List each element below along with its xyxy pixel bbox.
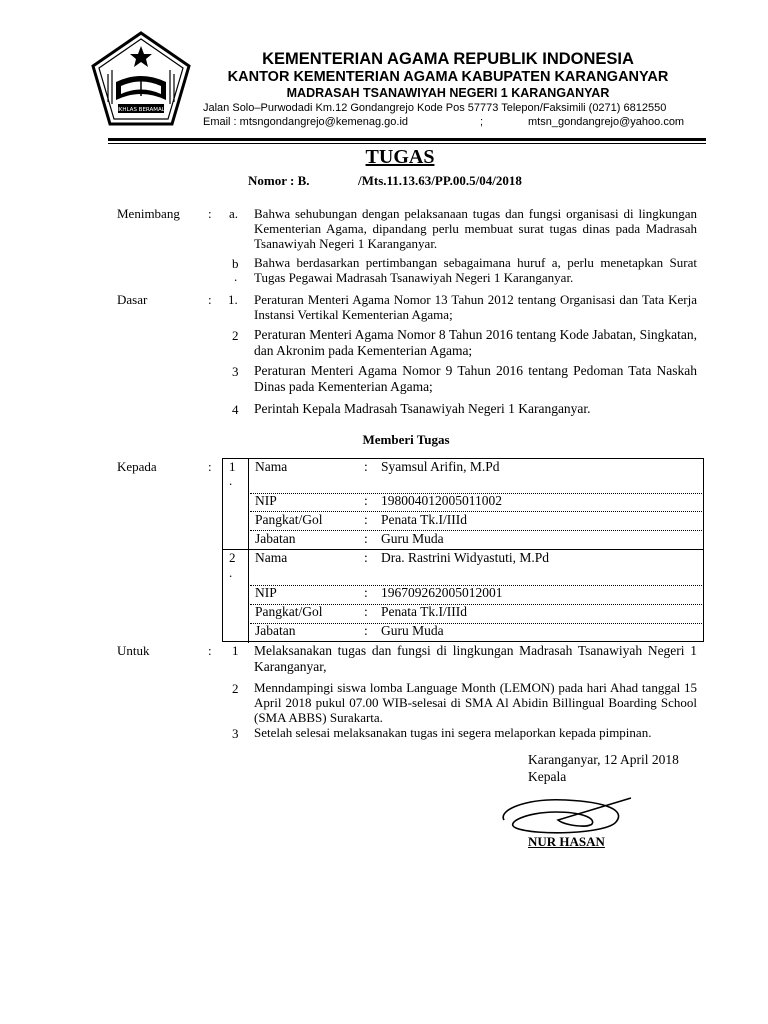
jabatan-label: Jabatan: [255, 531, 296, 546]
kepada-colon: :: [208, 459, 212, 474]
pangkat-label: Pangkat/Gol: [255, 604, 323, 619]
menimbang-label: Menimbang: [117, 206, 180, 221]
dasar-item-2: Peraturan Menteri Agama Nomor 8 Tahun 2016 tentang Kode Jabatan, Singkatan, dan Akronim pada Kementerian Agama;: [254, 327, 697, 358]
dasar-marker-2: 2: [232, 328, 239, 343]
field-colon: :: [364, 493, 368, 508]
untuk-marker-1: 1: [232, 643, 239, 658]
field-colon: :: [364, 459, 368, 474]
untuk-item-3: Setelah selesai melaksanakan tugas ini segera melaporkan kepada pimpinan.: [254, 725, 652, 740]
letterhead-rule-thick: [108, 138, 706, 141]
menimbang-item-a: Bahwa sehubungan dengan pelaksanaan tugas dan fungsi organisasi di lingkungan Kementerian Agama, dipandang perlu membuat surat tugas dinas pada Madrasah Tsanawiyah Negeri 1 Karanganyar.: [254, 206, 697, 251]
person-1-pangkat: Penata Tk.I/IIId: [381, 512, 467, 527]
letterhead-rule-thin: [108, 143, 706, 144]
field-colon: :: [364, 512, 368, 527]
person-1-name: Syamsul Arifin, M.Pd: [381, 459, 500, 474]
pangkat-label: Pangkat/Gol: [255, 512, 323, 527]
person-2-number: 2: [229, 550, 236, 565]
menimbang-marker-b-dot: .: [234, 269, 238, 284]
field-colon: :: [364, 550, 368, 565]
untuk-marker-2: 2: [232, 681, 239, 696]
signature-place-date: Karanganyar, 12 April 2018: [528, 752, 679, 767]
document-title: TUGAS: [365, 146, 435, 168]
assignee-table: [222, 458, 704, 642]
field-colon: :: [364, 585, 368, 600]
letterhead-text: [200, 50, 696, 129]
field-colon: :: [364, 531, 368, 546]
nama-label: Nama: [255, 459, 288, 474]
dasar-colon: :: [208, 292, 212, 307]
person-1-jabatan: Guru Muda: [381, 531, 444, 546]
dasar-item-3: Peraturan Menteri Agama Nomor 9 Tahun 2016 tentang Pedoman Tata Naskah Dinas pada Kementerian Agama;: [254, 363, 697, 394]
school-email: [200, 115, 696, 129]
field-colon: :: [364, 604, 368, 619]
row-divider: [250, 530, 704, 531]
person-2-number-dot: .: [229, 565, 233, 580]
menimbang-item-b: Bahwa berdasarkan pertimbangan sebagaimana huruf a, perlu menetapkan Surat Tugas Pegawai Madrasah Tsanawiyah Negeri 1 Karanganyar.: [254, 255, 697, 285]
dasar-item-1: Peraturan Menteri Agama Nomor 13 Tahun 2012 tentang Organisasi dan Tata Kerja Instansi Vertikal Kementerian Agama;: [254, 292, 697, 322]
jabatan-label: Jabatan: [255, 623, 296, 638]
kemenag-logo-icon: [88, 30, 194, 130]
person-2-jabatan: Guru Muda: [381, 623, 444, 638]
menimbang-colon: :: [208, 206, 212, 221]
nip-label: NIP: [255, 493, 277, 508]
person-1-number-dot: .: [229, 473, 233, 488]
row-divider: [250, 623, 704, 624]
person-2-nip: 196709262005012001: [381, 585, 503, 600]
school-address: Jalan Solo–Purwodadi Km.12 Gondangrejo Kode Pos 57773 Telepon/Faksimili (0271) 6812550: [203, 102, 667, 114]
dasar-marker-1: 1.: [228, 292, 238, 307]
letterhead: [88, 26, 708, 134]
untuk-label: Untuk: [117, 643, 150, 658]
signature-position: Kepala: [528, 769, 567, 784]
person-2-name: Dra. Rastrini Widyastuti, M.Pd: [381, 550, 549, 565]
field-colon: :: [364, 623, 368, 638]
office-name: KANTOR KEMENTERIAN AGAMA KABUPATEN KARANGANYAR: [227, 69, 669, 85]
menimbang-marker-b: b: [232, 256, 239, 271]
dasar-label: Dasar: [117, 292, 148, 307]
number-code: /Mts.11.13.63/PP.00.5/04/2018: [358, 173, 522, 188]
nama-label: Nama: [255, 550, 288, 565]
untuk-item-1: Melaksanakan tugas dan fungsi di lingkungan Madrasah Tsanawiyah Negeri 1 Karanganyar,: [254, 643, 697, 674]
person-2-pangkat: Penata Tk.I/IIId: [381, 604, 467, 619]
kepada-label: Kepada: [117, 459, 157, 474]
logo-text: IKHLAS BERAMAL: [117, 107, 165, 113]
dasar-marker-3: 3: [232, 364, 239, 379]
person-1-number: 1: [229, 459, 236, 474]
dasar-item-4: Perintah Kepala Madrasah Tsanawiyah Negeri 1 Karanganyar.: [254, 401, 591, 416]
menimbang-marker-a: a.: [229, 206, 239, 221]
person-1-nip: 198004012005011002: [381, 493, 502, 508]
email-secondary: mtsn_gondangrejo@yahoo.com: [528, 116, 685, 128]
dasar-marker-4: 4: [232, 402, 239, 417]
handwritten-signature: [496, 790, 636, 840]
memberi-tugas-heading: Memberi Tugas: [362, 432, 450, 447]
table-column-divider: [248, 459, 249, 643]
ministry-name: KEMENTERIAN AGAMA REPUBLIK INDONESIA: [262, 50, 634, 68]
school-name: MADRASAH TSANAWIYAH NEGERI 1 KARANGANYAR: [286, 86, 610, 100]
nip-label: NIP: [255, 585, 277, 600]
email-primary: Email : mtsngondangrejo@kemenag.go.id: [203, 116, 409, 128]
signatory-name: NUR HASAN: [528, 834, 605, 849]
document-number: [248, 173, 522, 189]
untuk-marker-3: 3: [232, 726, 239, 741]
untuk-item-2: Menndampingi siswa lomba Language Month (LEMON) pada hari Ahad tanggal 15 April 2018 pukul 07.00 WIB-selesai di SMA Al Abidin Billingual Boarding School (SMA ABBS) Surakarta.: [254, 680, 697, 725]
number-prefix: Nomor : B.: [248, 173, 310, 188]
untuk-colon: :: [208, 643, 212, 658]
email-separator: ;: [480, 116, 484, 128]
